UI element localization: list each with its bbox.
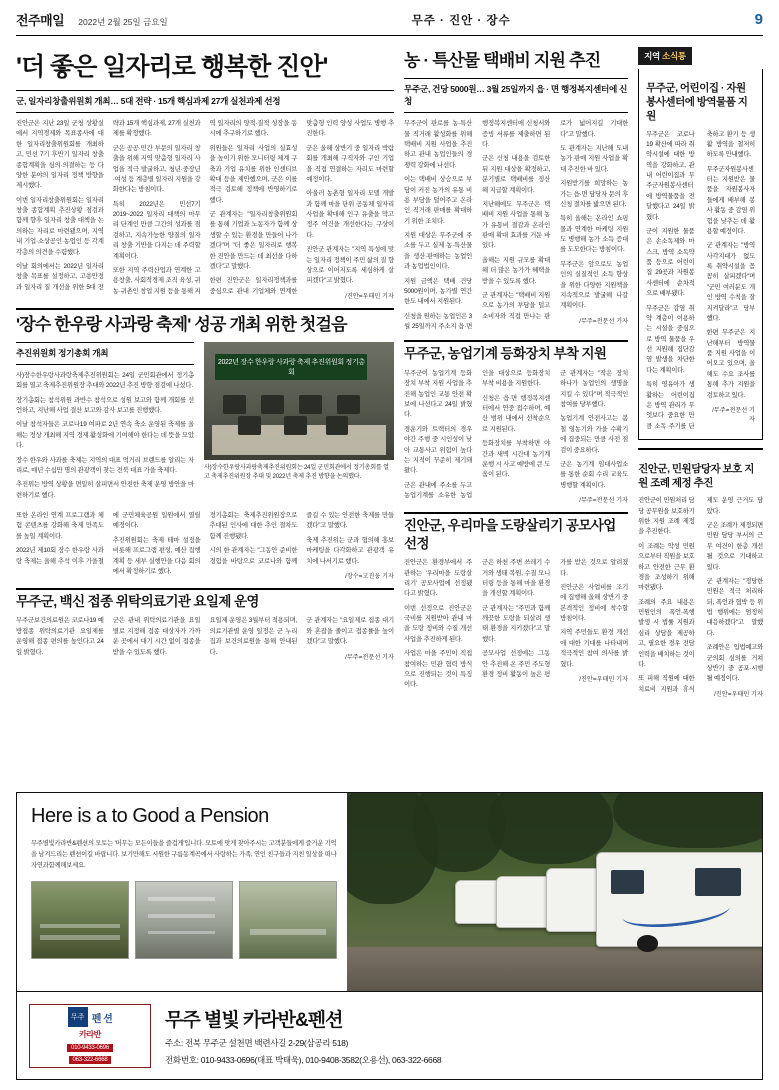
- publication-date: 2022년 2월 25일 금요일: [78, 17, 168, 27]
- paragraph: 무주군은 코로나19 확산에 따라 취약시설에 대한 방역을 강화하고, 관내 어린이집과 무주군자원봉사센터에 방역물품을 전달했다고 24일 밝혔다.: [646, 130, 695, 221]
- delivery-subhead: 무주군, 건당 5000원… 3월 25일까지 읍 · 면 행정복지센터에 신청: [404, 78, 628, 113]
- paragraph: 특히 영유아가 생활하는 어린이집은 방역 관리가 무엇보다 중요한 만큼 소독 주기를 단축하고 환기 등 생활 방역을 철저히 하도록 안내했다.: [646, 130, 755, 430]
- byline: /장수=고진웅 기자: [345, 572, 394, 580]
- paragraph: 이 조례는 악성 민원으로부터 직원을 보호하고 안전한 근무 환경을 조성하기 위해 마련됐다.: [638, 542, 695, 592]
- paragraph: 군은 관내 위탁의료기관을 요일별로 지정해 접종 대상자가 가까운 곳에서 대기 시간 없이 접종을 받을 수 있도록 했다.: [112, 617, 201, 656]
- paragraph: 추진위는 방역 상황을 면밀히 살피면서 안전한 축제 운영 방안을 마련하기로 했다.: [16, 481, 194, 499]
- divider: [16, 588, 394, 590]
- photo-caravan-front: [596, 852, 762, 947]
- paragraph: 위원들은 일자리 사업의 실효성을 높이기 위한 모니터링 체계 구축과 기업 유치를 위한 인센티브 확대 등을 제안했으며, 군은 이를 적극 검토해 정책에 반영하기로 했다.: [209, 144, 298, 204]
- logo-name: 펜 션: [91, 1013, 113, 1025]
- paragraph: 추진위원회는 축제 테마 설정을 비롯해 프로그램 편성, 예산 집행 계획 등 세부 실행안을 다음 회의에서 확정하기로 했다.: [112, 536, 201, 575]
- sidebar-body-2: [638, 496, 763, 697]
- logo-row: [68, 1007, 113, 1027]
- photo-person: [238, 416, 261, 435]
- publication-title: 전주매일: [16, 13, 65, 28]
- paragraph: 조례의 주요 내용은 민원인의 폭언·폭행 발생 시 법률 지원과 심리 상담을 제공하고, 필요한 경우 전담 인력을 배치하는 것이다.: [638, 598, 695, 668]
- article-delivery-subsidy: [404, 50, 628, 332]
- section-title: 무주 · 진안 · 장수: [411, 14, 511, 27]
- page-number: 9: [754, 11, 763, 28]
- logo-sub: 카라반: [79, 1030, 101, 1039]
- paragraph: 이는 택배비 상승으로 부담이 커진 농가의 유통 비용 부담을 덜어주고 온라인 직거래 판매를 확대하기 위한 조치다.: [404, 176, 473, 225]
- stream-headline: 진안군, 우리마을 도랑살리기 공모사업 선정: [404, 518, 616, 551]
- byline: /무주=전문선 기자: [345, 653, 394, 661]
- paragraph: 군은 관내에 주소를 두고 농업기계를 소유한 농업인을 대상으로 등화장치 부착 비용을 지원한다.: [404, 369, 551, 500]
- paragraph: 지난해에도 무주군은 택배비 지원 사업을 통해 농가 유통비 절감과 온라인 판매 확대 효과를 거둔 바 있다.: [482, 200, 551, 250]
- sidebar-item-2: [638, 450, 763, 698]
- paragraph: 장수 한우와 사과를 축제는 지역의 대표 먹거리 브랜드를 알리는 자리로, 매년 수십만 명의 관광객이 찾는 전북 대표 가을 축제다.: [16, 456, 194, 474]
- article-festival: [16, 314, 394, 580]
- paragraph: 시의 한 관계자는 "그동안 준비한 경험을 바탕으로 코로나와 함께 즐길 수 있는 안전한 축제를 만들겠다"고 말했다.: [209, 512, 394, 565]
- paragraph: 농업기계 안전사고는 봄철 영농기와 가을 수확기에 집중되는 만큼 사전 점검이 중요하다.: [560, 415, 629, 454]
- content-grid: [16, 36, 763, 698]
- vaccine-headline: 무주군, 백신 접종 위탁의료기관 요일제 운영: [16, 593, 259, 609]
- photo-person: [284, 416, 307, 435]
- lead-body: [16, 119, 394, 300]
- column-middle: [404, 46, 628, 698]
- vaccine-body: [16, 616, 394, 661]
- photo-person: [223, 395, 246, 414]
- logo-phone-1: 010-9433-0696: [67, 1044, 113, 1052]
- byline: /무주=전문선 기자: [579, 497, 629, 505]
- paragraph: 무주군보건의료원은 코로나19 예방접종 위탁의료기관 요일제를 운영해 접종 편의를 높인다고 24일 밝혔다.: [16, 617, 104, 656]
- paragraph: 이번 일자리창출위원회는 일자리 창출 종합계획 추진상황 점검과 함께 향후 일자리 창출 대책을 논의하는 자리로 마련됐으며, 지역 내 기업·소상공인·농업인 등 각계각층의 의견을 수렴했다.: [16, 196, 104, 256]
- paragraph: 이날 회의에서는 2022년 일자리 창출 목표를 설정하고, 고용안정과 일자리 질 개선을 위한 5대 전략과 15개 핵심과제, 27개 실천과제를 확정했다.: [16, 120, 201, 291]
- ad-brand-name: 무주 별빛 카라반&펜션: [165, 1010, 343, 1031]
- paragraph: 진안군은 사업비를 조기에 집행해 올해 상반기 중 본격적인 정비에 착수할 방침이다.: [560, 583, 629, 623]
- paragraph: 축제 추진위는 군과 협의해 홍보 마케팅을 다각화하고 관광객 유치에 나서기로 했다.: [306, 536, 394, 565]
- byline: /무주=전문선 기자: [579, 317, 629, 325]
- paragraph: 군 관계자는 "일자리창출위원회를 통해 기업과 노동자가 함께 상생할 수 있는 환경을 만들어 나가겠다"며 "더 좋은 일자리로 행복한 진안을 만드는 데 최선을 다하겠다"고 말했다.: [209, 211, 298, 270]
- photo-person: [326, 416, 349, 435]
- paragraph: 진안군은 지난 23일 군청 상황실에서 지역경제와 목표종사에 대한 일자리창출위원회를 개최하고, 민선 7기 후반기 일자리 창출 종합계획을 심의·의결하는 등 다양한 분야의 일자리 정책 방향을 제시했다.: [16, 120, 104, 190]
- paragraph: 군은 하천 주변 쓰레기 수거와 생태 복원, 수질 모니터링 등을 통해 마을 환경을 개선할 계획이다.: [482, 559, 551, 598]
- advertisement[interactable]: [16, 792, 763, 1080]
- ad-info: [165, 1005, 750, 1066]
- festival-photo-banner: 2022년 장수 한우랑 사과랑 축제 추진위원회 정기총회: [215, 354, 367, 380]
- ad-photo-grounds: [239, 881, 337, 959]
- paragraph: 지원 대상은 무주군에 주소를 두고 실제 농·특산물을 생산·판매하는 농업인과 농업법인이다.: [404, 232, 473, 271]
- column-left: [16, 46, 394, 698]
- sidebar-tag-emphasis: 소식통: [662, 51, 686, 61]
- ad-text-block: [17, 793, 347, 991]
- paragraph: 등화장치를 부착하면 야간과 새벽 시간대 농기계 운행 시 사고 예방에 큰 도움이 된다.: [482, 440, 551, 479]
- sidebar-headline-2: 진안군, 민원담당자 보호 지원 조례 제정 추진: [638, 463, 754, 490]
- festival-headline: '장수 한우랑 사과랑 축제' 성공 개최 위한 첫걸음: [16, 314, 347, 334]
- delivery-body: [404, 119, 628, 332]
- paragraph: 정기총회는 축제추진위원장으로 추대된 인사에 대한 추인 절차도 함께 진행됐다.: [209, 512, 298, 540]
- paragraph: 또 피해 직원에 대한 치료비 지원과 휴식 제도 운영 근거도 담았다.: [638, 497, 763, 693]
- paragraph: 지역 주민들도 환경 개선에 대한 기대를 나타내며 적극적인 참여 의사를 밝혔다.: [560, 629, 629, 668]
- sidebar-headline-1: 무주군, 어린이집 · 자원봉사센터에 방역물품 지원: [646, 82, 748, 123]
- festival-top: [16, 342, 394, 505]
- festival-photo-caption: 사)장수한우랑사과랑축제추진위원회는 24일 군민회관에서 정기총회를 열고 축제추진위원장 추대 및 2022년 축제 추진 방향을 논의했다.: [204, 463, 389, 481]
- divider: [404, 512, 628, 514]
- ad-phone: 전화번호: 010-9433-0696(대표 박태욱), 010-9408-3582(오용선), 063-322-6668: [165, 1055, 442, 1065]
- sidebar-tag: [638, 47, 692, 65]
- caravan-stripe: [621, 892, 732, 931]
- paragraph: 경운기와 트랙터의 경우 야간 주행 중 시인성이 낮아 교통사고 위험이 높다는 지적이 꾸준히 제기돼 왔다.: [404, 425, 473, 475]
- article-stream-restoration: [404, 517, 628, 691]
- paragraph: 군은 올해 상반기 중 일자리 박람회를 개최해 구직자와 구인 기업을 직접 연결하는 자리도 마련할 예정이다.: [306, 144, 394, 183]
- paragraph: 무주군이 판로를 농·특산물 직거래 활성화를 위해 택배비 지원 사업을 추진하고 관내 농업인들의 경쟁력 강화에 나선다.: [404, 120, 473, 169]
- photo-person: [337, 395, 360, 414]
- article-farm-machinery: [404, 345, 628, 504]
- paragraph: 무주군은 앞으로도 농업인의 실질적인 소득 향상을 위한 다양한 지원책을 지속적으로 발굴해 나갈 계획이다.: [560, 260, 629, 310]
- caravan-window: [611, 870, 644, 894]
- divider: [404, 340, 628, 342]
- paragraph: 지원받기를 희망하는 농가는 읍·면 담당자 문의 후 신청 절차를 밟으면 된다.: [560, 180, 629, 208]
- byline: /진안=우태민 기자: [345, 292, 394, 300]
- paragraph: 무주군은 감염 취약 계층이 이용하는 시설을 중심으로 방역 물품을 우선 지원해 집단감염 발생을 차단한다는 계획이다.: [646, 304, 695, 374]
- paragraph: 군은 공공·민간 부문의 일자리 창출을 위해 지역 맞춤형 일자리 사업을 적극 발굴하고, 청년·중장년·여성 등 계층별 일자리 지원을 강화한다는 방침이다.: [112, 144, 201, 194]
- paragraph: 장기총회는 참석위원 과반수 참석으로 성원 보고와 함께 개회를 선언하고, 지난해 사업 결산 보고와 감사 보고를 진행했다.: [16, 396, 194, 415]
- lead-headline: '더 좋은 일자리로 행복한 진안': [16, 53, 328, 81]
- paragraph: 이번 선정으로 진안군은 국비를 지원받아 관내 마을 도랑 정비와 수질 개선 사업을 추진하게 된다.: [404, 604, 473, 643]
- ad-thumbnails: [31, 881, 337, 959]
- machinery-headline: 무주군, 농업기계 등화장치 부착 지원: [404, 346, 607, 362]
- paragraph: 사업은 마을 주민이 직접 참여하는 민관 협력 방식으로 진행되는 것이 특징이다.: [404, 650, 473, 689]
- paragraph: 한편 진안군은 일자리정책과를 중심으로 관내 기업체와 연계한 맞춤형 인력 양성 사업도 병행 추진한다.: [209, 120, 394, 295]
- masthead: [16, 0, 763, 36]
- paragraph: 군 관계자는 "요일제로 접종 대기와 혼잡을 줄이고 접종률을 높이겠다"고 말했다.: [306, 617, 394, 646]
- article-lead: [16, 52, 394, 300]
- paragraph: 진안군은 환경부에서 주관하는 '우리마을 도랑살리기' 공모사업에 선정됐다고 밝혔다.: [404, 559, 473, 598]
- machinery-body: [404, 369, 628, 504]
- paragraph: 군은 조례가 제정되면 민원 담당 부서의 근무 여건이 한층 개선될 것으로 기대하고 있다.: [706, 522, 763, 571]
- lead-subhead: 군, 일자리창출위원회 개최… 5대 전략 · 15개 핵심과제 27개 실천과제 선정: [16, 90, 394, 113]
- paragraph: 조례안은 입법예고와 군의회 심의를 거쳐 상반기 중 공포·시행될 예정이다.: [706, 644, 763, 683]
- photo-ground: [347, 947, 762, 991]
- byline: /무주=전문선 기자: [712, 406, 755, 423]
- festival-col-1: [16, 342, 194, 505]
- festival-photo-wrap: [204, 342, 394, 505]
- sidebar-body-1: [646, 130, 755, 433]
- paragraph: 무주군이 농업기계 등화장치 부착 지원 사업을 추진해 농업인 교통 안전 확보에 나선다고 24일 밝혔다.: [404, 369, 473, 419]
- paragraph: 또한 지역 주력산업과 연계한 고용창출, 사회적경제 조직 육성, 귀농·귀촌인 창업 지원 등을 통해 지역 일자리의 양적·질적 성장을 동시에 추구하기로 했다.: [112, 120, 298, 295]
- paragraph: 군 관계자는 "주민과 함께 깨끗한 도랑을 되살려 생태 환경을 지키겠다"고 말했다.: [482, 604, 551, 643]
- article-vaccine: [16, 593, 394, 662]
- byline: /진안=우태민 기자: [714, 690, 763, 698]
- ad-logo: [29, 1004, 151, 1068]
- delivery-headline: 농 · 특산물 택배비 지원 추진: [404, 51, 601, 70]
- sidebar-tag-prefix: 지역: [644, 51, 660, 61]
- paragraph: 무주군자원봉사센터는 지원받은 물품을 자원봉사자들에게 배부해 봉사 활동 중 감염 위험을 낮추는 데 활용할 예정이다.: [706, 165, 755, 235]
- paragraph: 이날 참석자들은 코로나19 여파로 2년 연속 축소 운영된 축제를 올해는 정상 개최해 지역 경제 활성화에 기여해야 한다는 데 뜻을 모았다.: [16, 421, 194, 450]
- paragraph: 공모사업 선정에는 그동안 추진해 온 주민 주도형 환경 정비 활동이 높은 평가를 받은 것으로 알려졌다.: [482, 559, 629, 678]
- paragraph: 도 관계자는 지난해 도내 농가 판매 지원 사업을 확대 추진한 바 있다.: [560, 145, 629, 173]
- paragraph: 진안군이 민원처리 담당 공무원을 보호하기 위한 지원 조례 제정을 추진한다.: [638, 497, 695, 536]
- festival-body: [16, 511, 394, 580]
- paragraph: 군 관계자는 "택배비 지원으로 농가의 부담을 덜고 소비자와 직접 만나는 판로가 넓어지길 기대한다"고 말했다.: [482, 120, 629, 320]
- paragraph: 요일제 운영은 3월부터 적용되며, 의료기관별 운영 일정은 군 누리집과 보건의료원을 통해 안내된다.: [209, 617, 298, 656]
- paragraph: 특히 2022년은 민선7기 2019~2022 일자리 대책의 마무리 단계인 만큼 그간의 성과를 점검하고, 지속가능한 양질의 일자리 창출 기반을 다지는 데 주력할 계획이다.: [112, 200, 201, 260]
- ad-footer: [17, 991, 762, 1079]
- stream-body: [404, 558, 628, 691]
- paragraph: 2022년 제10회 장수 한우랑 사과랑 축제는 올해 추석 이후 가을철에 군민체육공원 일원에서 열릴 예정이다.: [16, 512, 201, 565]
- sidebar-item-1: [638, 69, 763, 440]
- paragraph: 신청은 읍·면 행정복지센터에서 연중 접수하며, 예산 범위 내에서 선착순으로 지원된다.: [482, 394, 551, 433]
- paragraph: 사)장수한우랑사과랑축제추진위원회는 24일 군민회관에서 정기총회를 열고 축제추진위원장 추대와 2022년 추진 방향 점검에 나섰다.: [16, 371, 194, 390]
- paragraph: 올해는 지원 규모를 확대해 더 많은 농가가 혜택을 받을 수 있도록 했다.: [482, 256, 551, 285]
- paragraph: 지원 금액은 택배 건당 5000원이며, 농가별 연간 한도 내에서 지원된다.: [404, 277, 473, 306]
- paragraph: 군이 지원한 물품은 손소독제와 마스크, 방역 소독약품 등으로 어린이집 29곳과 자원봉사센터에 순차적으로 배부됐다.: [646, 227, 695, 298]
- photo-tree: [488, 793, 613, 864]
- paragraph: 군 관계자는 "정당한 민원은 적극 처리하되, 폭언과 협박 등 위법 행위에는 엄정히 대응하겠다"고 말했다.: [706, 577, 763, 637]
- photo-person: [261, 395, 284, 414]
- paragraph: 진안군 관계자는 "지역 특성에 맞는 일자리 정책이 주민 삶의 질 향상으로 이어지도록 세심하게 살피겠다"고 밝혔다.: [306, 246, 394, 285]
- ad-hero-photo: [347, 793, 762, 991]
- paragraph: 아울러 농촌형 일자리 모델 개발과 함께 마을 단위 공동체 일자리 사업을 확대해 인구 유출을 막고 정주 여건을 개선한다는 구상이다.: [306, 190, 394, 239]
- byline: /진안=우태민 기자: [579, 675, 629, 683]
- paragraph: 군 관계자는 "방역 사각지대가 없도록 취약시설을 꼼꼼히 살피겠다"며 "군민 여러분도 개인 방역 수칙을 잘 지켜달라"고 당부했다.: [706, 242, 755, 322]
- paragraph: 군 관계자는 "작은 장치 하나가 농업인의 생명을 지킬 수 있다"며 적극적인 참여를 당부했다.: [560, 369, 629, 409]
- paragraph: 또한 온라인 연계 프로그램과 체험 콘텐츠를 강화해 축제 만족도를 높일 계획이다.: [16, 512, 104, 540]
- column-right: [638, 46, 763, 698]
- ad-title: Here is a to Good a Pension: [31, 805, 269, 827]
- ad-photo-interior: [135, 881, 233, 959]
- ad-address: 주소: 전북 무주군 설천면 백련사길 2-29(삼공리 518): [165, 1038, 349, 1048]
- masthead-left: [16, 10, 168, 29]
- paragraph: 신청을 원하는 농업인은 3월 25일까지 주소지 읍·면 행정복지센터에 신청서와 증빙 서류를 제출하면 된다.: [404, 120, 551, 331]
- festival-photo: [204, 342, 394, 460]
- paragraph: 군은 농기계 임대사업소를 통한 순회 수리 교육도 병행할 계획이다.: [560, 460, 629, 489]
- ad-copy: 무주별빛카라반&펜션의 모토는 '머무는 모든이들을 즐겁게'입니다. 모토에 맞게 찾아주시는 고객분들에게 즐거운 기억을 남겨드리는 펜션이길 바랍니다. 보기만해도 시원한 구름동계곡에서 사랑하는 가족, 연인 친구들과 지친 일상을 떠나 자연과함께해보세요.: [31, 840, 337, 870]
- logo-phone-2: 063-322-6668: [69, 1056, 112, 1064]
- ad-top: [17, 793, 762, 991]
- caravan-window: [695, 868, 742, 896]
- paragraph: 특히 올해는 온라인 쇼핑몰과 연계한 마케팅 지원도 병행해 농가 소득 증대를 도모한다는 방침이다.: [560, 215, 629, 254]
- paragraph: 한편 무주군은 지난해부터 방역물품 지원 사업을 이어오고 있으며, 올해도 수요 조사를 통해 추가 지원을 검토하고 있다.: [706, 329, 755, 399]
- logo-badge: 무주: [68, 1007, 88, 1027]
- festival-subhead: 추진위원회 정기총회 개최: [16, 342, 194, 365]
- divider: [16, 308, 394, 310]
- photo-person: [299, 395, 322, 414]
- ad-photo-garden: [31, 881, 129, 959]
- paragraph: 군은 신청 내용을 검토한 뒤 지원 대상을 확정하고, 분기별로 택배비를 정산해 지급할 계획이다.: [482, 155, 551, 194]
